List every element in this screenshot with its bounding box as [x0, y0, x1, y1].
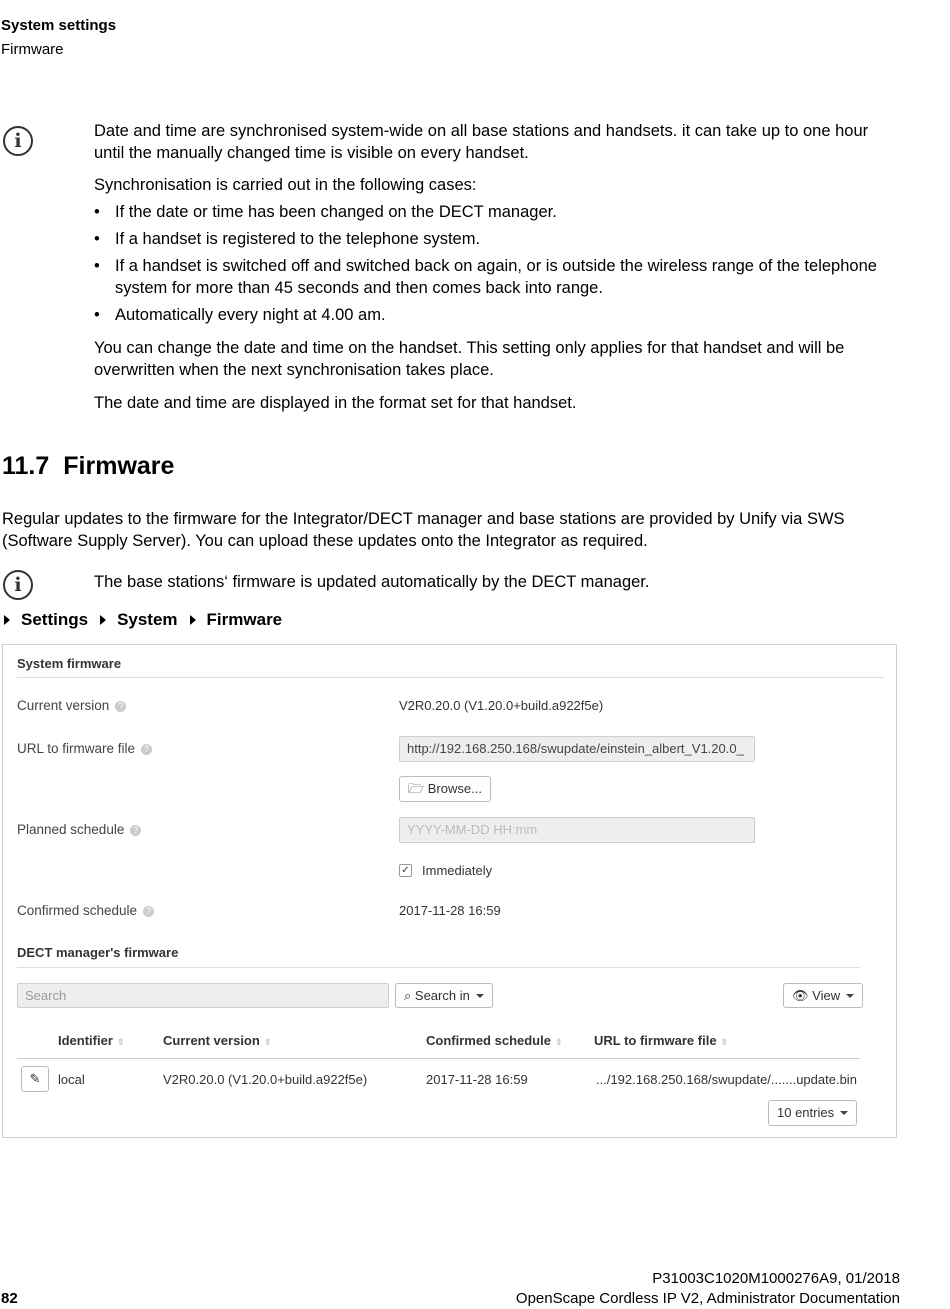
help-icon[interactable]: ?	[130, 825, 141, 836]
cell-confirmed-schedule: 2017-11-28 16:59	[426, 1072, 528, 1087]
system-firmware-title: System firmware	[17, 656, 122, 671]
search-icon: ⌕	[404, 988, 412, 1003]
url-label: URL to firmware file ?	[17, 741, 152, 756]
entries-per-page-dropdown[interactable]: 10 entries	[768, 1100, 857, 1126]
sort-icon: ⇕	[720, 1037, 729, 1047]
table-row	[17, 1063, 860, 1099]
triangle-right-icon	[190, 615, 196, 625]
divider	[17, 967, 860, 968]
confirmed-schedule-value: 2017-11-28 16:59	[399, 903, 501, 918]
column-header-url[interactable]: URL to firmware file ⇕	[594, 1033, 729, 1048]
cell-identifier: local	[58, 1072, 85, 1087]
url-field[interactable]: http://192.168.250.168/swupdate/einstein_albert_V1.20.0_	[399, 736, 755, 762]
cell-current-version: V2R0.20.0 (V1.20.0+build.a922f5e)	[163, 1072, 368, 1087]
browse-button[interactable]: 🗁 Browse...	[399, 776, 491, 802]
info-icon: i	[3, 126, 33, 156]
search-input[interactable]: Search	[17, 983, 389, 1008]
caret-down-icon	[846, 994, 854, 998]
view-dropdown[interactable]: 👁 View	[783, 983, 863, 1008]
section-note: The base stations‘ firmware is updated automatically by the DECT manager.	[94, 573, 650, 591]
column-header-current-version[interactable]: Current version ⇕	[163, 1033, 272, 1048]
help-icon[interactable]: ?	[143, 906, 154, 917]
note-paragraph-4: The date and time are displayed in the format set for that handset.	[94, 394, 577, 412]
dect-firmware-title: DECT manager's firmware	[17, 945, 179, 960]
list-item: • If a handset is switched off and switched back on again, or is outside the wireless range of the telephone system for more than 45 seconds and then comes back into range.	[94, 255, 894, 299]
folder-open-icon: 🗁	[408, 781, 425, 796]
sort-icon: ⇕	[263, 1037, 272, 1047]
search-in-dropdown[interactable]: ⌕ Search in	[395, 983, 493, 1008]
immediately-label: Immediately	[422, 863, 493, 878]
planned-schedule-field[interactable]: YYYY-MM-DD HH:mm	[399, 817, 755, 843]
section-intro: Regular updates to the firmware for the Integrator/DECT manager and base stations are provided by Unify via SWS (Software Supply Server). You can upload these updates onto the Integrator as required.	[2, 510, 845, 550]
divider	[17, 677, 884, 678]
info-icon: i	[3, 570, 33, 600]
note-paragraph-3: You can change the date and time on the handset. This setting only applies for that handset and will be overwritten when the next synchronisation takes place.	[94, 339, 845, 379]
list-item: • If the date or time has been changed on the DECT manager.	[94, 201, 894, 223]
sort-icon: ⇕	[554, 1037, 563, 1047]
page-number: 82	[1, 1290, 18, 1307]
cell-url: .../192.168.250.168/swupdate/.......update.bin	[596, 1072, 857, 1087]
page-header-subtitle: Firmware	[1, 41, 64, 58]
list-item: • If a handset is registered to the telephone system.	[94, 228, 894, 250]
firmware-screenshot-panel	[2, 644, 897, 1138]
footer-doc-title: OpenScape Cordless IP V2, Administrator Documentation	[515, 1290, 900, 1307]
eye-icon: 👁	[792, 988, 809, 1003]
page-header-title: System settings	[1, 17, 117, 34]
pencil-icon: ✎	[29, 1071, 41, 1086]
caret-down-icon	[840, 1111, 848, 1115]
note-paragraph-2: Synchronisation is carried out in the following cases:	[94, 176, 477, 194]
help-icon[interactable]: ?	[115, 701, 126, 712]
section-title: Firmware	[63, 452, 175, 480]
section-heading	[2, 452, 174, 481]
edit-button[interactable]	[21, 1066, 49, 1092]
triangle-right-icon	[100, 615, 106, 625]
column-header-identifier[interactable]: Identifier ⇕	[58, 1033, 125, 1048]
confirmed-schedule-label: Confirmed schedule ?	[17, 903, 154, 918]
breadcrumb-item: Settings	[21, 610, 89, 629]
current-version-value: V2R0.20.0 (V1.20.0+build.a922f5e)	[399, 698, 604, 713]
divider	[17, 1058, 860, 1059]
note-paragraph-1: Date and time are synchronised system-wide on all base stations and handsets. it can take up to one hour until the manually changed time is visible on every handset.	[94, 122, 869, 162]
caret-down-icon	[476, 994, 484, 998]
immediately-checkbox[interactable]: ✓	[399, 864, 412, 877]
column-header-confirmed-schedule[interactable]: Confirmed schedule ⇕	[426, 1033, 563, 1048]
planned-schedule-label: Planned schedule ?	[17, 822, 141, 837]
footer-doc-id: P31003C1020M1000276A9, 01/2018	[652, 1270, 900, 1287]
section-number: 11.7	[2, 452, 50, 480]
sort-icon: ⇕	[116, 1037, 125, 1047]
breadcrumb-item: System	[117, 610, 178, 629]
help-icon[interactable]: ?	[141, 744, 152, 755]
triangle-right-icon	[4, 615, 10, 625]
breadcrumb	[4, 610, 294, 630]
breadcrumb-item: Firmware	[206, 610, 283, 629]
list-item: • Automatically every night at 4.00 am.	[94, 304, 894, 326]
current-version-label: Current version ?	[17, 698, 126, 713]
